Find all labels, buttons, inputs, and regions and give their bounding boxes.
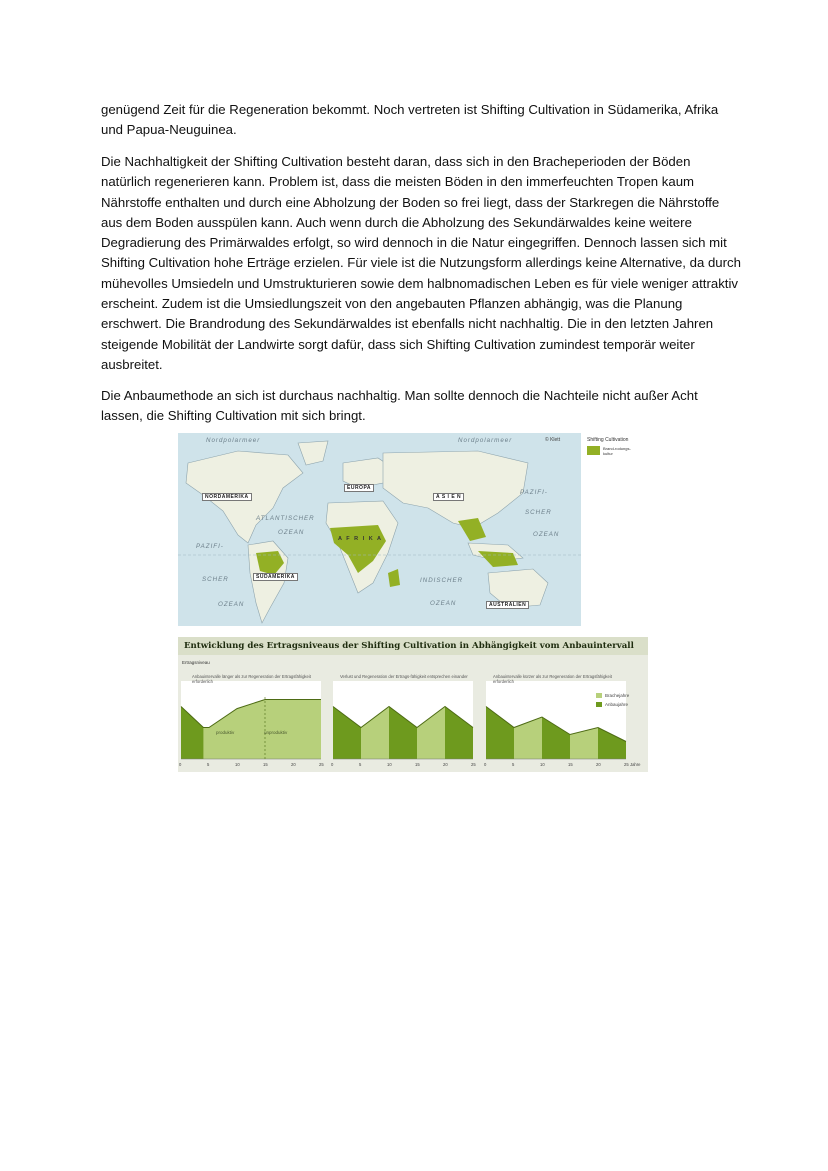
tick-label: 0 (484, 762, 487, 767)
yield-chart (178, 637, 648, 772)
map-legend (581, 433, 648, 626)
world-map-figure (178, 433, 648, 626)
panel-note-3: Anbauintervalle kürzer als zur Regeneration der Ertragsfähigkeit erforderlich (493, 674, 612, 684)
chart-y-axis-label: Ertragsniveau (182, 660, 210, 665)
chart-legend-swatch-brache (596, 693, 602, 698)
chart-legend-brache: Brachejahre (605, 693, 630, 698)
tick-label: 5 (512, 762, 515, 767)
label-indischer: INDISCHER (420, 577, 464, 584)
panel-note-2: Verlust und Regeneration der Ertrags-fähigkeit entsprechen einander (340, 674, 468, 679)
tick-label: 25 (471, 762, 476, 767)
tick-label: 10 (235, 762, 240, 767)
label-suedamerika: SÜDAMERIKA (253, 573, 298, 581)
tick-label: 20 (443, 762, 448, 767)
tick-label: 20 (596, 762, 601, 767)
paragraph-conclusion: Die Anbaumethode an sich ist durchaus nachhaltig. Man sollte dennoch die Nachteile nicht außer Acht lassen, die Shifting Cultivation mit sich bringt. (101, 388, 698, 424)
segment-label-unproduktiv: unproduktiv (264, 730, 288, 735)
label-scher-east: SCHER (525, 509, 552, 516)
tick-label: 0 (179, 762, 182, 767)
paragraph-sustainability: Die Nachhaltigkeit der Shifting Cultivation besteht daran, dass sich in den Bracheperioden der Böden natürlich regenerieren kann. Problem ist, dass die meisten Böden in den immerfeuchten Tropen kaum Nährstoffe enthalten und durch eine Abholzung der Boden so frei liegt, dass der Starkregen die Nährstoffe aus dem Boden ausspülen kann. Auch wenn durch die Abholzung des Sekundärwaldes keine weitere Degradierung des Primärwaldes erfolgt, so wird dennoch in die Natur eingegriffen. Dennoch lassen sich mit Shifting Cultivation hohe Erträge erzielen. Für viele ist die Nutzungsform allerdings keine Alternative, da durch mühevolles Umsiedeln und Umstrukturieren sowie dem halbnomadischen Leben es für viele weniger attraktiv erscheint. Zudem ist die Umsiedlungszeit von den angebauten Pflanzen abhängig, was die Planung erschwert. Die Brandrodung des Sekundärwaldes ist ebenfalls nicht nachhaltig. Die in den letzten Jahren steigende Mobilität der Landwirte sorgt dafür, dass sich Shifting Cultivation zumindest temporär weiter ausbreitet. (101, 154, 741, 372)
map-legend-label: Brand-rodungs-kultur (603, 446, 631, 456)
label-nordpolarmeer-west: Nordpolarmeer (206, 437, 261, 444)
label-ozean-pacific-west: OZEAN (218, 601, 245, 608)
label-pazifi-east: PAZIFI- (520, 489, 548, 496)
label-nordpolarmeer-east: Nordpolarmeer (458, 437, 513, 444)
label-pazifi-west: PAZIFI- (196, 543, 224, 550)
tick-label: 10 (387, 762, 392, 767)
label-afrika: A F R I K A (338, 536, 383, 542)
tick-label: 5 (359, 762, 362, 767)
segment-label-produktiv: produktiv (216, 730, 235, 735)
label-australien: AUSTRALIEN (486, 601, 529, 609)
tick-label: 25 (624, 762, 629, 767)
tick-label: 20 (291, 762, 296, 767)
label-atlantischer: ATLANTISCHER (256, 515, 315, 522)
panel-note-1: Anbauintervalle länger als zur Regeneration der Ertragsfähigkeit erforderlich (192, 674, 311, 684)
x-axis-unit: Jahre (630, 762, 641, 767)
chart-legend-anbau: Anbaujahre (605, 702, 629, 707)
map-legend-title: Shifting Cultivation (587, 437, 629, 443)
tick-label: 25 (319, 762, 324, 767)
world-map (178, 433, 581, 626)
label-nordamerika: NORDAMERIKA (202, 493, 252, 501)
map-legend-swatch (587, 446, 600, 455)
tick-label: 15 (415, 762, 420, 767)
tick-label: 5 (207, 762, 210, 767)
label-scher-west: SCHER (202, 576, 229, 583)
label-asien: A S I E N (433, 493, 464, 501)
label-ozean-atlantic: OZEAN (278, 529, 305, 536)
label-ozean-indian: OZEAN (430, 600, 457, 607)
chart-title: Entwicklung des Ertragsniveaus der Shifting Cultivation in Abhängigkeit vom Anbauintervall (178, 637, 648, 655)
tick-label: 10 (540, 762, 545, 767)
label-ozean-pacific-east: OZEAN (533, 531, 560, 538)
yield-chart-figure (178, 637, 648, 772)
tick-label: 0 (331, 762, 334, 767)
tick-label: 15 (263, 762, 268, 767)
chart-legend-swatch-anbau (596, 702, 602, 707)
tick-label: 15 (568, 762, 573, 767)
map-copyright: © Klett (545, 437, 561, 443)
label-europa: EUROPA (344, 484, 374, 492)
paragraph-intro: genügend Zeit für die Regeneration bekommt. Noch vertreten ist Shifting Cultivation in Südamerika, Afrika und Papua-Neuguinea. (101, 102, 719, 138)
